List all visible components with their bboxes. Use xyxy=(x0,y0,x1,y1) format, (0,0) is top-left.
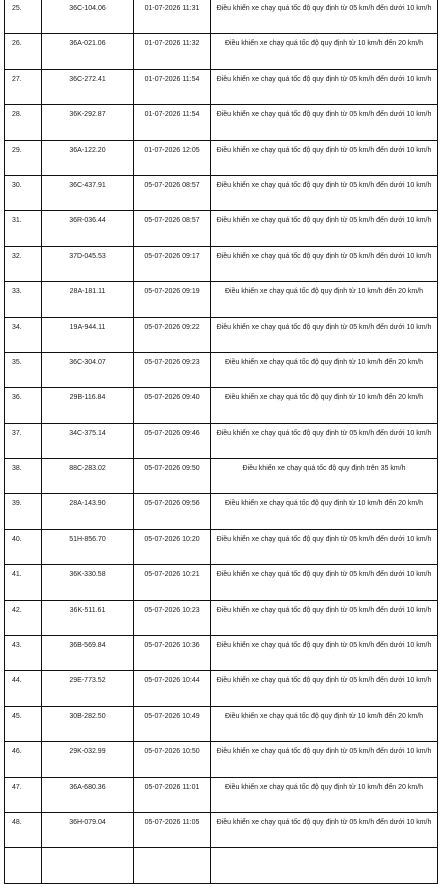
table-row xyxy=(5,388,438,423)
violation-description-cell: Điều khiển xe chạy quá tốc độ quy định từ 05 km/h đến dưới 10 km/h xyxy=(211,742,438,777)
license-plate-cell: 36C-272.41 xyxy=(42,69,134,104)
row-number-cell: 30. xyxy=(5,175,42,210)
row-number-cell: 46. xyxy=(5,742,42,777)
license-plate-cell: 29K-032.99 xyxy=(42,742,134,777)
violation-description-cell: Điều khiển xe chạy quá tốc độ quy định từ 10 km/h đến 20 km/h xyxy=(211,706,438,741)
violation-time-cell: 01-07-2026 11:32 xyxy=(134,34,211,69)
violation-time-cell: 05-07-2026 10:44 xyxy=(134,671,211,706)
row-number-cell: 31. xyxy=(5,211,42,246)
license-plate-cell: 36C-104.06 xyxy=(42,0,134,34)
empty-cell xyxy=(42,848,134,883)
license-plate-cell: 36C-437.91 xyxy=(42,175,134,210)
violation-description-cell: Điều khiển xe chạy quá tốc độ quy định từ 10 km/h đến 20 km/h xyxy=(211,282,438,317)
row-number-cell: 47. xyxy=(5,777,42,812)
license-plate-cell: 36K-511.61 xyxy=(42,600,134,635)
table-row xyxy=(5,317,438,352)
violation-time-cell: 05-07-2026 09:22 xyxy=(134,317,211,352)
license-plate-cell: 36A-021.06 xyxy=(42,34,134,69)
violation-time-cell: 05-07-2026 10:23 xyxy=(134,600,211,635)
row-number-cell: 42. xyxy=(5,600,42,635)
violation-description-cell: Điều khiển xe chạy quá tốc độ quy định từ 05 km/h đến dưới 10 km/h xyxy=(211,671,438,706)
row-number-cell: 27. xyxy=(5,69,42,104)
violation-time-cell: 05-07-2026 09:19 xyxy=(134,282,211,317)
empty-cell xyxy=(211,848,438,883)
license-plate-cell: 28A-181.11 xyxy=(42,282,134,317)
license-plate-cell: 19A-944.11 xyxy=(42,317,134,352)
row-number-cell: 40. xyxy=(5,529,42,564)
violations-table-body xyxy=(5,0,438,883)
row-number-cell: 35. xyxy=(5,352,42,387)
violation-description-cell: Điều khiển xe chạy quá tốc độ quy định từ 10 km/h đến 20 km/h xyxy=(211,388,438,423)
row-number-cell: 26. xyxy=(5,34,42,69)
row-number-cell: 45. xyxy=(5,706,42,741)
license-plate-cell: 28A-143.90 xyxy=(42,494,134,529)
row-number-cell: 28. xyxy=(5,105,42,140)
table-row xyxy=(5,105,438,140)
violation-time-cell: 05-07-2026 08:57 xyxy=(134,211,211,246)
table-row xyxy=(5,69,438,104)
table-row xyxy=(5,459,438,494)
violation-description-cell: Điều khiển xe chạy quá tốc độ quy định từ 05 km/h đến dưới 10 km/h xyxy=(211,69,438,104)
row-number-cell: 32. xyxy=(5,246,42,281)
table-row xyxy=(5,636,438,671)
license-plate-cell: 36B-569.84 xyxy=(42,636,134,671)
violation-time-cell: 05-07-2026 11:05 xyxy=(134,812,211,847)
row-number-cell: 41. xyxy=(5,565,42,600)
violation-description-cell: Điều khiển xe chạy quá tốc độ quy định từ 10 km/h đến 20 km/h xyxy=(211,352,438,387)
violation-time-cell: 01-07-2026 12:05 xyxy=(134,140,211,175)
table-row xyxy=(5,812,438,847)
table-row xyxy=(5,0,438,34)
row-number-cell: 34. xyxy=(5,317,42,352)
license-plate-cell: 36A-680.36 xyxy=(42,777,134,812)
violation-description-cell: Điều khiển xe chạy quá tốc độ quy định từ 05 km/h đến dưới 10 km/h xyxy=(211,211,438,246)
violation-time-cell: 05-07-2026 09:17 xyxy=(134,246,211,281)
violation-description-cell: Điều khiển xe chạy quá tốc độ quy định từ 05 km/h đến dưới 10 km/h xyxy=(211,636,438,671)
violation-description-cell: Điều khiển xe chạy quá tốc độ quy định từ 10 km/h đến 20 km/h xyxy=(211,777,438,812)
violation-time-cell: 05-07-2026 10:49 xyxy=(134,706,211,741)
table-row xyxy=(5,600,438,635)
table-row-partial xyxy=(5,848,438,883)
row-number-cell: 29. xyxy=(5,140,42,175)
violation-description-cell: Điều khiển xe chạy quá tốc độ quy định từ 05 km/h đến dưới 10 km/h xyxy=(211,105,438,140)
row-number-cell: 37. xyxy=(5,423,42,458)
violation-description-cell: Điều khiển xe chạy quá tốc độ quy định từ 05 km/h đến dưới 10 km/h xyxy=(211,0,438,34)
table-row xyxy=(5,742,438,777)
table-row xyxy=(5,777,438,812)
violation-time-cell: 01-07-2026 11:31 xyxy=(134,0,211,34)
license-plate-cell: 34C-375.14 xyxy=(42,423,134,458)
violation-time-cell: 05-07-2026 09:50 xyxy=(134,459,211,494)
violation-description-cell: Điều khiển xe chạy quá tốc độ quy định từ 10 km/h đến 20 km/h xyxy=(211,494,438,529)
table-row xyxy=(5,140,438,175)
table-row xyxy=(5,352,438,387)
violation-time-cell: 05-07-2026 09:56 xyxy=(134,494,211,529)
license-plate-cell: 36H-079.04 xyxy=(42,812,134,847)
violation-description-cell: Điều khiển xe chạy quá tốc độ quy định từ 05 km/h đến dưới 10 km/h xyxy=(211,565,438,600)
row-number-cell: 33. xyxy=(5,282,42,317)
row-number-cell: 38. xyxy=(5,459,42,494)
license-plate-cell: 30B-282.50 xyxy=(42,706,134,741)
row-number-cell: 43. xyxy=(5,636,42,671)
license-plate-cell: 88C-283.02 xyxy=(42,459,134,494)
row-number-cell: 36. xyxy=(5,388,42,423)
license-plate-cell: 51H-856.70 xyxy=(42,529,134,564)
violation-time-cell: 05-07-2026 08:57 xyxy=(134,175,211,210)
violation-time-cell: 05-07-2026 09:46 xyxy=(134,423,211,458)
license-plate-cell: 37D-045.53 xyxy=(42,246,134,281)
violation-time-cell: 05-07-2026 10:36 xyxy=(134,636,211,671)
violation-description-cell: Điều khiển xe chạy quá tốc độ quy định từ 05 km/h đến dưới 10 km/h xyxy=(211,140,438,175)
license-plate-cell: 29E-773.52 xyxy=(42,671,134,706)
violation-description-cell: Điều khiển xe chạy quá tốc độ quy định từ 05 km/h đến dưới 10 km/h xyxy=(211,246,438,281)
empty-cell xyxy=(5,848,42,883)
violation-time-cell: 01-07-2026 11:54 xyxy=(134,105,211,140)
license-plate-cell: 36A-122.20 xyxy=(42,140,134,175)
violation-time-cell: 05-07-2026 09:23 xyxy=(134,352,211,387)
violation-time-cell: 05-07-2026 11:01 xyxy=(134,777,211,812)
license-plate-cell: 36R-036.44 xyxy=(42,211,134,246)
table-row xyxy=(5,423,438,458)
violations-table-wrapper xyxy=(4,0,437,884)
row-number-cell: 44. xyxy=(5,671,42,706)
violation-description-cell: Điều khiển xe chạy quá tốc độ quy định trên 35 km/h xyxy=(211,459,438,494)
license-plate-cell: 29B-116.84 xyxy=(42,388,134,423)
violation-time-cell: 05-07-2026 10:50 xyxy=(134,742,211,777)
table-row xyxy=(5,671,438,706)
table-row xyxy=(5,494,438,529)
table-row xyxy=(5,246,438,281)
violation-time-cell: 05-07-2026 10:21 xyxy=(134,565,211,600)
violation-description-cell: Điều khiển xe chạy quá tốc độ quy định từ 05 km/h đến dưới 10 km/h xyxy=(211,317,438,352)
license-plate-cell: 36K-330.58 xyxy=(42,565,134,600)
violation-time-cell: 05-07-2026 09:40 xyxy=(134,388,211,423)
violation-description-cell: Điều khiển xe chạy quá tốc độ quy định từ 05 km/h đến dưới 10 km/h xyxy=(211,812,438,847)
violation-time-cell: 05-07-2026 10:20 xyxy=(134,529,211,564)
row-number-cell: 25. xyxy=(5,0,42,34)
violation-description-cell: Điều khiển xe chạy quá tốc độ quy định từ 10 km/h đến 20 km/h xyxy=(211,34,438,69)
violations-table xyxy=(4,0,438,884)
violation-time-cell: 01-07-2026 11:54 xyxy=(134,69,211,104)
violation-description-cell: Điều khiển xe chạy quá tốc độ quy định từ 05 km/h đến dưới 10 km/h xyxy=(211,529,438,564)
table-row xyxy=(5,706,438,741)
table-row xyxy=(5,282,438,317)
empty-cell xyxy=(134,848,211,883)
table-row xyxy=(5,175,438,210)
table-row xyxy=(5,34,438,69)
table-row xyxy=(5,565,438,600)
row-number-cell: 48. xyxy=(5,812,42,847)
row-number-cell: 39. xyxy=(5,494,42,529)
license-plate-cell: 36C-304.07 xyxy=(42,352,134,387)
table-row xyxy=(5,529,438,564)
violation-description-cell: Điều khiển xe chạy quá tốc độ quy định từ 05 km/h đến dưới 10 km/h xyxy=(211,600,438,635)
violation-description-cell: Điều khiển xe chạy quá tốc độ quy định từ 05 km/h đến dưới 10 km/h xyxy=(211,423,438,458)
table-row xyxy=(5,211,438,246)
violation-description-cell: Điều khiển xe chạy quá tốc độ quy định từ 05 km/h đến dưới 10 km/h xyxy=(211,175,438,210)
license-plate-cell: 36K-292.87 xyxy=(42,105,134,140)
